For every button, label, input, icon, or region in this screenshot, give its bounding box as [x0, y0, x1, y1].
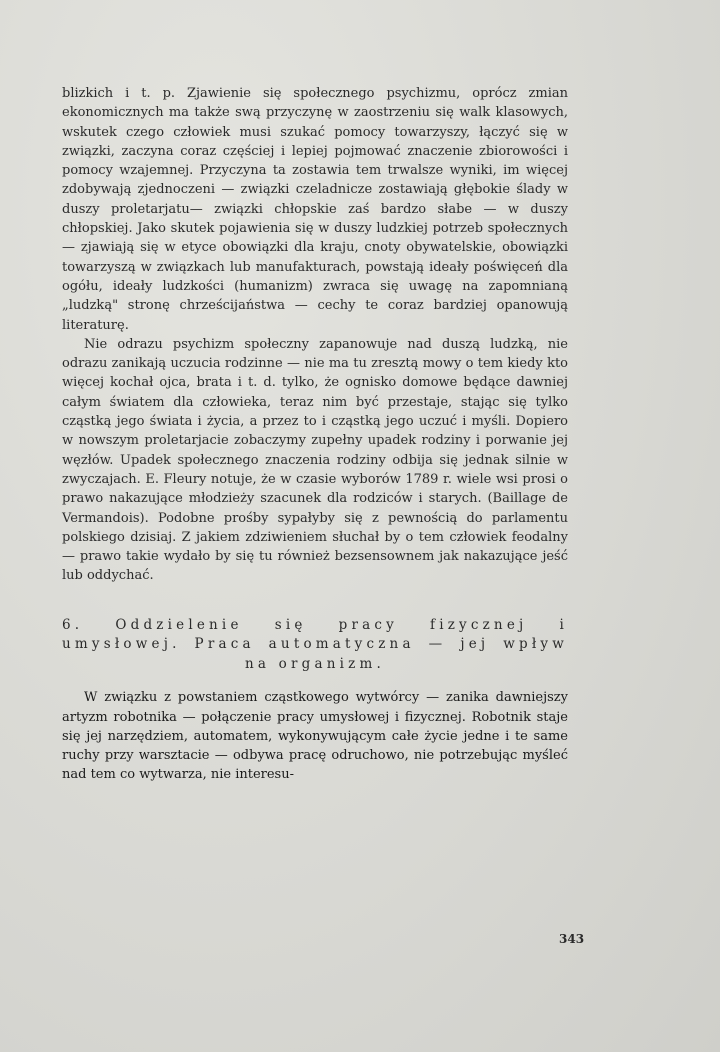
page-text: [62, 84, 568, 785]
section-heading: 6. Oddzielenie się pracy fizycznej i umysłowej. Praca automatyczna — jej wpływ na organizm.: [62, 616, 568, 672]
paragraph-2: Nie odrazu psychizm społeczny zapanowuje nad duszą ludzką, nie odrazu zanikają uczucia rodzinne — nie ma tu zresztą mowy o tem kiedy kto więcej kochał ojca, brata i t. d. tylko, że ognisko domowe będące dawniej całym światem dla człowieka, teraz nim być przestaje, stając się tylko cząstką jego świata i życia, a przez to i cząstką jego uczuć i myśli. Dopiero w nowszym proletarjacie zobaczymy zupełny upadek rodziny i porwanie jej węzłów. Upadek społecznego znaczenia rodziny odbija się jednak silnie w zwyczajach. E. Fleury notuje, że w czasie wyborów 1789 r. wiele wsi prosi o prawo nakazujące młodzieży szacunek dla rodziców i starych. (Baillage de Vermandois). Podobne prośby sypałyby się z pewnością do parlamentu polskiego dzisiaj. Z jakiem zdziwieniem słuchał by o tem człowiek feodalny — prawo takie wydało by się tu również bezsensownem jak nakazujące jeść lub oddychać.: [62, 336, 568, 584]
paragraph-1: blizkich i t. p. Zjawienie się społecznego psychizmu, oprócz zmian ekonomicznych ma także swą przyczynę w zaostrzeniu się walk klasowych, wskutek czego człowiek musi szukać pomocy towarzyszy, łączyć się w związki, zaczyna coraz częściej i lepiej pojmować znaczenie zbiorowości i pomocy wzajemnej. Przyczyna ta zostawia tem trwalsze wyniki, im więcej zdobywają zjednoczeni — związki czeladnicze zostawiają głębokie ślady w duszy proletarjatu— związki chłopskie zaś bardzo słabe — w duszy chłopskiej. Jako skutek pojawienia się w duszy ludzkiej potrzeb społecznych — zjawiają się w etyce obowiązki dla kraju, cnoty obywatelskie, obowiązki towarzyszą w związkach lub manufakturach, powstają ideały poświęceń dla ogółu, ideały ludzkości (humanizm) zwraca się uwagę na zapomnianą „ludzką" stronę chrześcijaństwa — cechy te coraz bardziej opanowują literaturę.: [62, 86, 568, 333]
paragraph-3: W związku z powstaniem cząstkowego wytwórcy — zanika dawniejszy artyzm robotnika — połączenie pracy umysłowej i fizycznej. Robotnik staje się jej narzędziem, automatem, wykonywującym całe życie jedne i te same ruchy przy warsztacie — odbywa pracę odruchowo, nie potrzebując myśleć nad tem co wytwarza, nie interesu-: [62, 690, 568, 783]
page-number: 343: [559, 932, 585, 946]
